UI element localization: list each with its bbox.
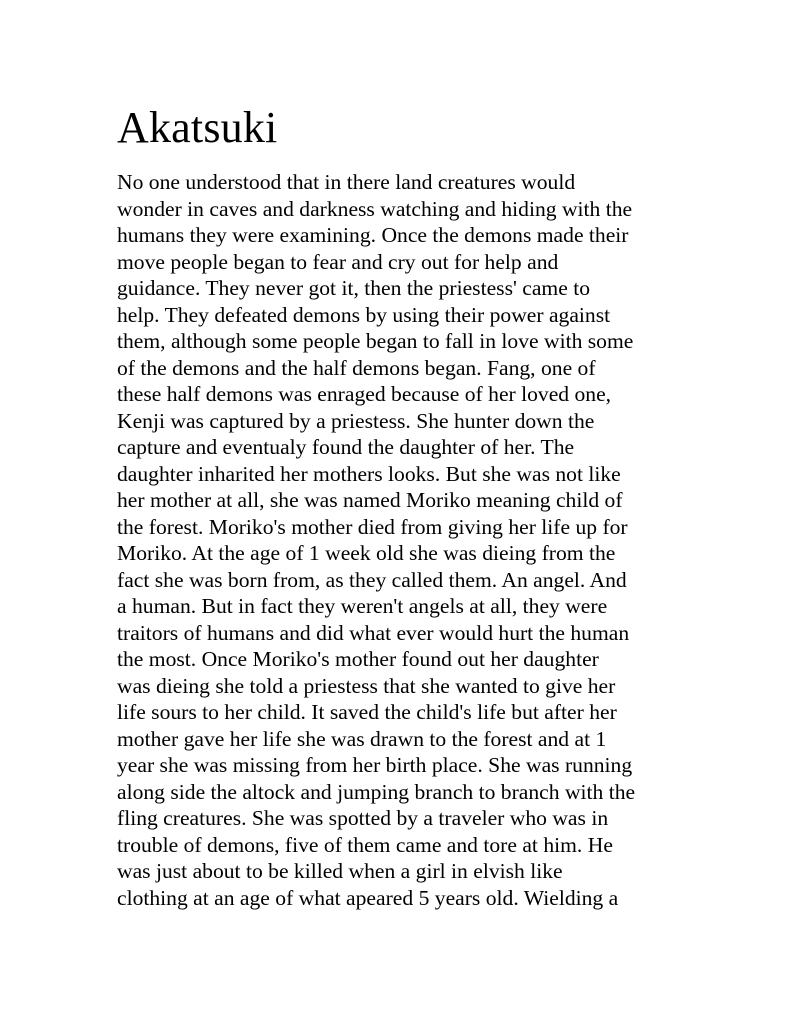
text-line: capture and eventualy found the daughter of her. The [117,435,575,459]
text-line: daughter inharited her mothers looks. But she was not like [117,461,621,486]
text-line: clothing at an age of what apeared 5 years old. Wielding a [117,885,619,910]
text-line: Moriko. At the age of 1 week old she was dieing from the [117,541,616,565]
text-line: guidance. They never got it, then the priestess' came to [117,276,591,300]
text-line: the most. Once Moriko's mother found out her daughter [117,647,599,671]
text-line: was dieing she told a priestess that she wanted to give her [117,673,616,698]
text-line: Kenji was captured by a priestess. She hunter down the [117,408,595,433]
text-line: was just about to be killed when a girl in elvish like [117,859,563,883]
text-line: the forest. Moriko's mother died from giving her life up for [117,514,628,539]
text-line: humans they were examining. Once the demons made their [117,223,629,247]
text-line: her mother at all, she was named Moriko meaning child of [117,488,623,512]
text-line: of the demons and the half demons began. Fang, one of [117,355,596,380]
text-line: traitors of humans and did what ever would hurt the human [117,620,630,645]
document-page [117,103,687,911]
text-line: fact she was born from, as they called them. An angel. And [117,567,627,592]
text-line: trouble of demons, five of them came and tore at him. He [117,832,613,857]
text-line: wonder in caves and darkness watching and hiding with the [117,196,633,221]
text-line: year she was missing from her birth place. She was running [117,753,633,777]
document-title: Akatsuki [117,103,278,152]
text-line: them, although some people began to fall in love with some [117,329,634,353]
text-line: No one understood that in there land creatures would [117,170,576,194]
text-line: fling creatures. She was spotted by a traveler who was in [117,806,609,830]
text-line: life sours to her child. It saved the child's life but after her [117,700,617,724]
text-line: help. They defeated demons by using their power against [117,302,611,327]
document-body [117,169,687,911]
text-line: a human. But in fact they weren't angels at all, they were [117,594,608,618]
text-line: along side the altock and jumping branch to branch with the [117,779,636,804]
text-line: mother gave her life she was drawn to the forest and at 1 [117,726,607,751]
text-line: these half demons was enraged because of her loved one, [117,382,612,406]
text-line: move people began to fear and cry out for help and [117,249,559,274]
